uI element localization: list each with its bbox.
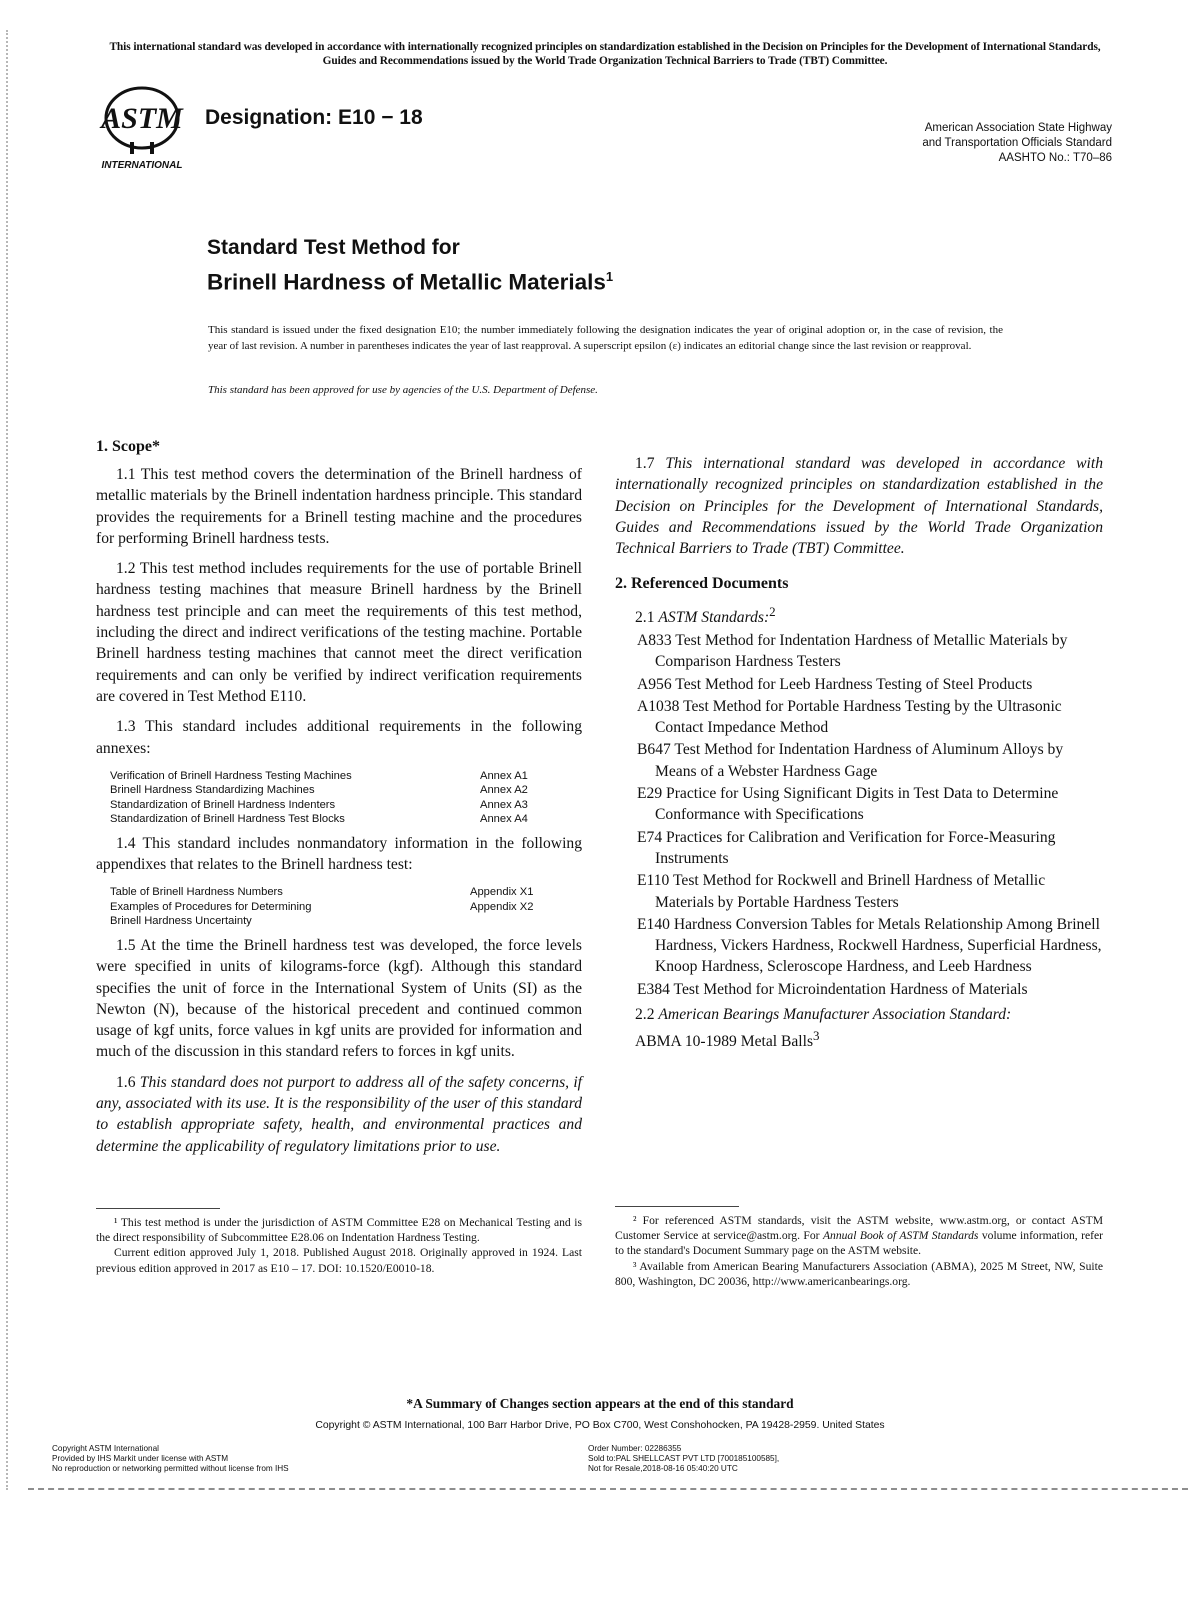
subsection-title: ASTM Standards: <box>658 609 770 627</box>
appendix-table <box>110 885 560 929</box>
appendix-name: Table of Brinell Hardness Numbers <box>110 886 283 899</box>
aashto-line: AASHTO No.: T70–86 <box>998 152 1112 164</box>
reference-code: E140 <box>637 915 670 933</box>
reference-item <box>637 783 1103 826</box>
footnotes-right <box>615 1206 1103 1289</box>
reference-item <box>637 674 1103 695</box>
reference-code: A833 <box>637 631 672 649</box>
license-line: Order Number: 02286355 <box>588 1444 682 1453</box>
table-row <box>110 783 570 798</box>
reference-title: Test Method for Rockwell and Brinell Hardness of Metallic Materials by Portable Hardness Testers <box>655 872 1046 911</box>
paragraph-1-6-text: This standard does not purport to address all of the safety concerns, if any, associated with its use. It is the responsibility of the user of this standard to establish appropriate safety, health, and environmental practices and determine the applicability of regulatory limitations prior to use. <box>96 1073 582 1155</box>
footnote-2-text-a: ² For referenced ASTM standards, visit the ASTM website, www.astm.org, or contact ASTM Customer Service at service@astm.org. For <box>615 1214 1103 1243</box>
license-line: No reproduction or networking permitted without license from IHS <box>52 1464 289 1473</box>
reference-title: Test Method for Indentation Hardness of Aluminum Alloys by Means of a Webster Hardness Gage <box>655 741 1064 780</box>
footnote-1: ¹ This test method is under the jurisdiction of ASTM Committee E28 on Mechanical Testing and is the direct responsibility of Subcommittee E28.06 on Indentation Hardness Testing. <box>96 1216 582 1245</box>
subsection-2-2 <box>615 1004 1103 1025</box>
paragraph-1-3: 1.3 This standard includes additional requirements in the following annexes: <box>96 718 582 757</box>
paragraph-number: 1.6 <box>116 1073 136 1091</box>
title-footnote-mark: 1 <box>605 269 614 284</box>
footnote-2 <box>615 1213 1103 1259</box>
reference-code: E384 <box>637 980 670 998</box>
paragraph-1-1: 1.1 This test method covers the determination of the Brinell hardness of metallic materials by the Brinell indentation hardness principle. This standard provides the requirements for a Brinell testing machine and the procedures for performing Brinell hardness tests. <box>96 466 582 547</box>
reference-item <box>637 870 1103 913</box>
license-stamp-right <box>588 1444 779 1474</box>
logo-text: ASTM <box>101 102 183 135</box>
annex-ref: Annex A1 <box>480 769 528 782</box>
reference-code: A1038 <box>637 697 680 715</box>
right-column <box>615 444 1103 1053</box>
aashto-line: and Transportation Officials Standard <box>922 137 1112 149</box>
annex-ref: Annex A2 <box>480 784 528 797</box>
section-heading-referenced-documents: 2. Referenced Documents <box>615 575 789 593</box>
paragraph-1-4: 1.4 This standard includes nonmandatory information in the following appendixes that relates to the Brinell hardness test: <box>96 834 582 874</box>
footnote-mark: 2 <box>769 604 776 620</box>
license-line: Not for Resale,2018-08-16 05:40:20 UTC <box>588 1464 738 1473</box>
reference-item <box>637 696 1103 739</box>
subsection-number: 2.2 <box>635 1006 655 1024</box>
abma-reference <box>615 1025 1103 1052</box>
subsection-2-1 <box>615 601 1103 628</box>
reference-title: Practices for Calibration and Verification for Force-Measuring Instruments <box>655 828 1056 867</box>
footnote-divider <box>96 1208 220 1209</box>
wto-notice: This international standard was developed in accordance with internationally recognized principles on standardization established in the Decision on Principles for the Development of International Standards, Guides and Recommendations issued by the World Trade Organization Technical Barriers to Trade (TBT) Committee. <box>109 41 1101 67</box>
aashto-block <box>922 121 1112 166</box>
reference-item <box>637 827 1103 870</box>
table-row <box>110 900 560 929</box>
table-row <box>110 798 570 813</box>
license-stamp-left <box>52 1444 289 1474</box>
reference-title: Hardness Conversion Tables for Metals Relationship Among Brinell Hardness, Vickers Hardness, Rockwell Hardness, Superficial Hardness, Knoop Hardness, Scleroscope Hardness, and Leeb Hardness <box>655 915 1102 976</box>
paragraph-1-5: 1.5 At the time the Brinell hardness test was developed, the force levels were specified in units of kilograms-force (kgf). Although this standard specifies the unit of force in the International System of Units (SI) as the Newton (N), because of the historical precedent and continued common usage of kgf units, force values in kgf units are provided for information and much of the discussion in this standard refers to forces in kgf units. <box>96 936 582 1061</box>
logo-subtext: INTERNATIONAL <box>101 160 183 171</box>
subsection-number: 2.1 <box>635 609 655 627</box>
aashto-line: American Association State Highway <box>924 122 1112 134</box>
footnote-1-edition: Current edition approved July 1, 2018. Published August 2018. Originally approved in 1924. Last previous edition approved in 2017 as E10 – 17. DOI: 10.1520/E0010-18. <box>96 1246 582 1275</box>
reference-title: Test Method for Portable Hardness Testing by the Ultrasonic Contact Impedance Method <box>655 697 1062 737</box>
paragraph-number: 1.7 <box>635 455 655 472</box>
astm-logo-icon <box>96 82 196 172</box>
summary-of-changes-note: *A Summary of Changes section appears at the end of this standard <box>406 1396 794 1411</box>
footnote-3: ³ Available from American Bearing Manufacturers Association (ABMA), 2025 M Street, NW, Suite 800, Washington, DC 20036, http://www.americanbearings.org. <box>615 1259 1103 1288</box>
dod-approval-note: This standard has been approved for use by agencies of the U.S. Department of Defense. <box>208 384 598 396</box>
footnote-2-text-c: volume information, refer to the standard's Document Summary page on the ASTM website. <box>615 1229 1103 1258</box>
reference-code: E74 <box>637 828 663 846</box>
scan-edge-artifact <box>6 30 16 1490</box>
license-line: Provided by IHS Markit under license with ASTM <box>52 1454 229 1463</box>
paragraph-1-2: 1.2 This test method includes requirements for the use of portable Brinell hardness testing machines that measure Brinell hardness by the Brinell hardness test principle and can meet the requirements of this test method, including the direct and indirect verifications of the testing machine. Portable Brinell hardness testing machines that cannot meet the direct verification requirements and can only be verified by indirect verification requirements are covered in Test Method E110. <box>96 560 582 705</box>
table-row <box>110 769 570 784</box>
title-main: Brinell Hardness of Metallic Materials <box>207 269 606 295</box>
copyright-line: Copyright © ASTM International, 100 Barr Harbor Drive, PO Box C700, West Conshohocken, PA 19428-2959. United States <box>315 1420 885 1431</box>
table-row <box>110 812 570 827</box>
paragraph-1-7-text: This international standard was developed in accordance with internationally recognized principles on standardization established in the Decision on Principles for the Development of International Standards, Guides and Recommendations issued by the World Trade Organization Technical Barriers to Trade (TBT) Committee. <box>615 455 1103 558</box>
reference-item <box>637 979 1103 1000</box>
reference-title: Test Method for Indentation Hardness of Metallic Materials by Comparison Hardness Testers <box>655 631 1068 671</box>
paragraph-1-7 <box>615 453 1103 559</box>
reference-item <box>637 914 1103 978</box>
document-title <box>207 234 613 298</box>
license-line: Sold to:PAL SHELLCAST PVT LTD [700185100585], <box>588 1454 780 1463</box>
reference-code: A956 <box>637 675 672 693</box>
footnote-mark: 3 <box>813 1028 820 1044</box>
subsection-title: American Bearings Manufacturer Association Standard: <box>658 1006 1012 1024</box>
paragraph-1-6 <box>96 1072 582 1157</box>
reference-item <box>637 739 1103 782</box>
license-line: Copyright ASTM International <box>52 1444 159 1453</box>
annex-table <box>110 769 570 827</box>
reference-title: Test Method for Microindentation Hardness of Materials <box>673 980 1028 998</box>
annex-name: Standardization of Brinell Hardness Test Blocks <box>110 813 345 826</box>
abma-title: ABMA 10-1989 Metal Balls <box>635 1033 814 1051</box>
scan-line-artifact <box>28 1488 1188 1490</box>
appendix-ref: Appendix X1 <box>470 886 534 899</box>
designation: Designation: E10 − 18 <box>205 106 423 129</box>
annex-ref: Annex A3 <box>480 798 528 811</box>
appendix-name: Examples of Procedures for Determining Brinell Hardness Uncertainty <box>110 900 312 928</box>
issuance-note: This standard is issued under the fixed designation E10; the number immediately following the designation indicates the year of original adoption or, in the case of revision, the year of last revision. A number in parentheses indicates the year of last reapproval. A superscript epsilon (ε) indicates an editorial change since the last revision or reapproval. <box>208 324 1003 352</box>
annex-name: Brinell Hardness Standardizing Machines <box>110 784 315 797</box>
title-line-1: Standard Test Method for <box>207 236 460 259</box>
footnote-2-book-title: Annual Book of ASTM Standards <box>822 1229 979 1243</box>
footnote-divider <box>615 1206 739 1207</box>
left-column <box>96 436 582 1157</box>
reference-code: E110 <box>637 872 670 890</box>
reference-title: Practice for Using Significant Digits in Test Data to Determine Conformance with Specifications <box>655 785 1059 824</box>
astm-logo <box>96 82 196 172</box>
annex-name: Standardization of Brinell Hardness Indenters <box>110 798 336 811</box>
appendix-ref: Appendix X2 <box>470 900 534 913</box>
reference-title: Test Method for Leeb Hardness Testing of Steel Products <box>675 675 1033 693</box>
reference-code: B647 <box>637 741 671 759</box>
title-line-2 <box>207 262 613 298</box>
table-row <box>110 885 560 900</box>
annex-ref: Annex A4 <box>480 813 528 826</box>
reference-item <box>637 630 1103 673</box>
section-heading-scope: 1. Scope* <box>96 438 160 455</box>
footnotes-left <box>96 1208 582 1276</box>
reference-code: E29 <box>637 785 663 803</box>
annex-name: Verification of Brinell Hardness Testing Machines <box>110 769 352 782</box>
